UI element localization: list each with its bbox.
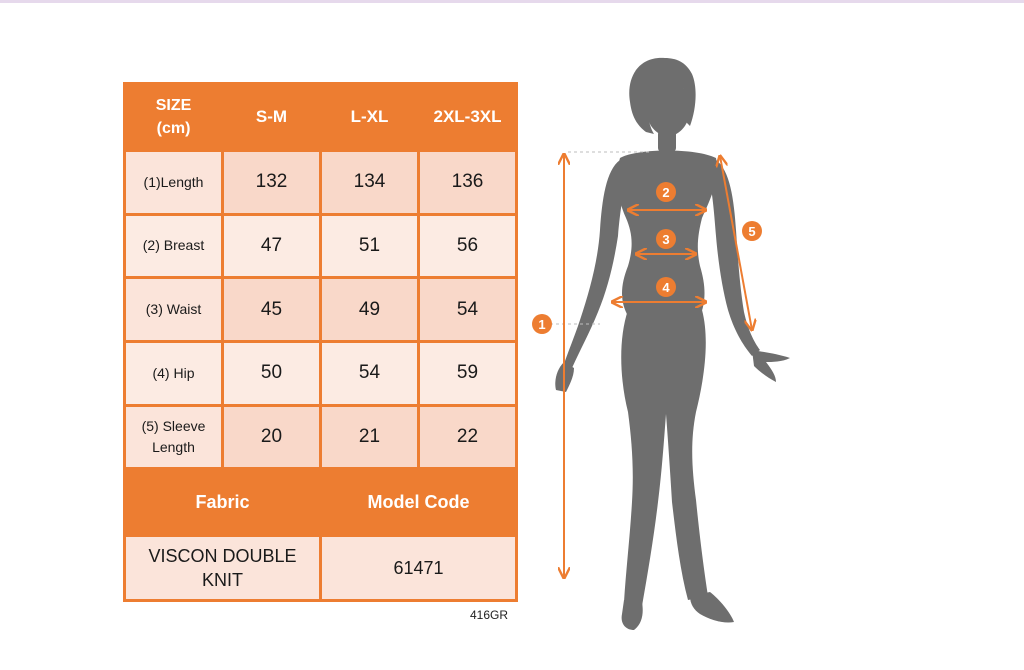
row-label: (2) Breast	[125, 214, 223, 278]
table-row-hip	[125, 341, 517, 405]
table-cell: 132	[223, 150, 321, 214]
svg-text:2: 2	[662, 185, 670, 200]
row-label: (5) Sleeve Length	[125, 405, 223, 469]
size-column-s-m: S-M	[223, 84, 321, 151]
model-code-header: Model Code	[321, 469, 517, 536]
size-chart-table	[123, 82, 518, 602]
table-row-length	[125, 150, 517, 214]
silhouette-diagram	[520, 40, 820, 640]
table-cell: 22	[419, 405, 517, 469]
table-cell: 136	[419, 150, 517, 214]
svg-text:3: 3	[662, 232, 670, 247]
table-cell: 45	[223, 278, 321, 342]
row-label: (3) Waist	[125, 278, 223, 342]
fabric-header-row	[125, 469, 517, 536]
fabric-header: Fabric	[125, 469, 321, 536]
svg-text:4: 4	[662, 280, 670, 295]
table-cell: 56	[419, 214, 517, 278]
size-column-l-xl: L-XL	[321, 84, 419, 151]
fabric-value-row	[125, 536, 517, 601]
table-cell: 49	[321, 278, 419, 342]
marker-1	[532, 314, 552, 334]
marker-3	[656, 229, 676, 249]
table-cell: 54	[419, 278, 517, 342]
top-border-line	[0, 0, 1024, 3]
woman-silhouette	[555, 58, 790, 630]
table-cell: 54	[321, 341, 419, 405]
table-row-sleeve-length	[125, 405, 517, 469]
table-cell: 50	[223, 341, 321, 405]
row-label: (4) Hip	[125, 341, 223, 405]
table-cell: 20	[223, 405, 321, 469]
table-cell: 51	[321, 214, 419, 278]
marker-4	[656, 277, 676, 297]
row-label: (1)Length	[125, 150, 223, 214]
body-measurement-figure	[520, 40, 820, 640]
size-header-row	[125, 84, 517, 151]
table-cell: 21	[321, 405, 419, 469]
size-unit-header: SIZE (cm)	[125, 84, 223, 151]
svg-text:5: 5	[748, 224, 756, 239]
table-cell: 134	[321, 150, 419, 214]
product-code-label: 416GR	[470, 608, 509, 622]
table-cell: 47	[223, 214, 321, 278]
model-code-value: 61471	[321, 536, 517, 601]
fabric-value: VISCON DOUBLE KNIT	[125, 536, 321, 601]
table-cell: 59	[419, 341, 517, 405]
table-row-breast	[125, 214, 517, 278]
marker-2	[656, 182, 676, 202]
svg-text:1: 1	[538, 317, 546, 332]
size-column-2xl-3xl: 2XL-3XL	[419, 84, 517, 151]
table-row-waist	[125, 278, 517, 342]
marker-5	[742, 221, 762, 241]
